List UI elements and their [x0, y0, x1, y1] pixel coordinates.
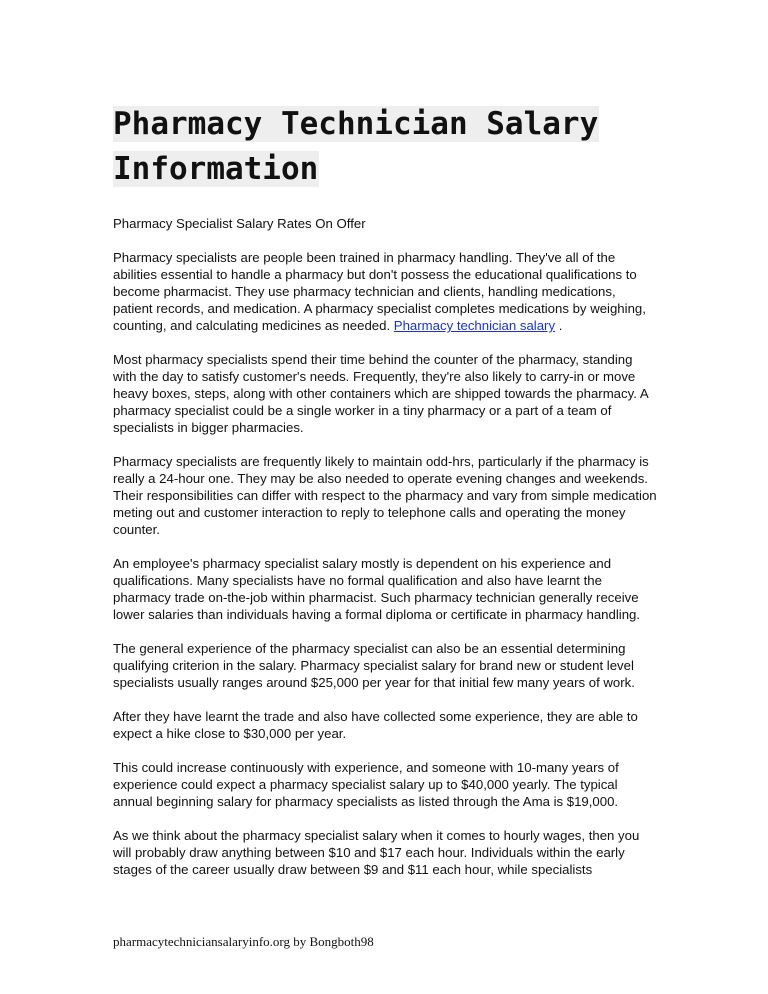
paragraph-7: This could increase continuously with experience, and someone with 10-many years of experience could expect a pharmacy specialist salary up to $40,000 yearly. The typical annual beginning salary for pharmacy specialists as listed through the Ama is $19,000. — [113, 760, 619, 809]
paragraph-8: As we think about the pharmacy specialist salary when it comes to hourly wages, then you will probably draw anything between $10 and $17 each hour. Individuals within the early stages of the career usually draw between $9 and $11 each hour, while specialists — [113, 828, 640, 877]
document-subtitle: Pharmacy Specialist Salary Rates On Offer — [113, 216, 366, 231]
paragraph-1-tail: . — [555, 318, 563, 333]
page-title-line-2: Information — [113, 151, 319, 187]
paragraph-4: An employee's pharmacy specialist salary mostly is dependent on his experience and qualifications. Many specialists have no formal qualification and also have learnt the pharmacy trade on-the-job within pharmacist. Such pharmacy technician generally receive lower salaries than individuals having a formal diploma or certificate in pharmacy handling. — [113, 556, 641, 622]
page-title — [113, 102, 633, 192]
paragraph-1 — [113, 249, 658, 334]
paragraph-3: Pharmacy specialists are frequently likely to maintain odd-hrs, particularly if the pharmacy is really a 24-hour one. They may be also needed to operate evening changes and weekends. Their responsibilities can differ with respect to the pharmacy and vary from simple medication meting out and customer interaction to reply to telephone calls and operating the money counter. — [113, 454, 657, 537]
page-footer: pharmacytechniciansalaryinfo.org by Bongboth98 — [113, 934, 374, 949]
paragraph-1-text: Pharmacy specialists are people been trained in pharmacy handling. They've all of the abilities essential to handle a pharmacy but don't possess the educational qualifications to become pharmacist. They use pharmacy technician and clients, handling medications, patient records, and medication. A pharmacy specialist completes medications by weighing, counting, and calculating medicines as needed. — [113, 250, 646, 333]
paragraph-5: The general experience of the pharmacy specialist can also be an essential determining qualifying criterion in the salary. Pharmacy specialist salary for brand new or student level specialists usually ranges around $25,000 per year for that initial few many years of work. — [113, 641, 635, 690]
pharmacy-technician-salary-link[interactable]: Pharmacy technician salary — [393, 318, 556, 333]
paragraph-2: Most pharmacy specialists spend their time behind the counter of the pharmacy, standing with the day to satisfy customer's needs. Frequently, they're also likely to carry-in or move heavy boxes, steps, along with other containers which are shipped towards the pharmacy. A pharmacy specialist could be a single worker in a tiny pharmacy or a part of a team of specialists in bigger pharmacies. — [113, 352, 648, 435]
page-title-line-1: Pharmacy Technician Salary — [113, 106, 599, 142]
title-block — [113, 102, 633, 192]
document-body — [113, 215, 658, 895]
paragraph-6: After they have learnt the trade and also have collected some experience, they are able to expect a hike close to $30,000 per year. — [113, 709, 638, 741]
